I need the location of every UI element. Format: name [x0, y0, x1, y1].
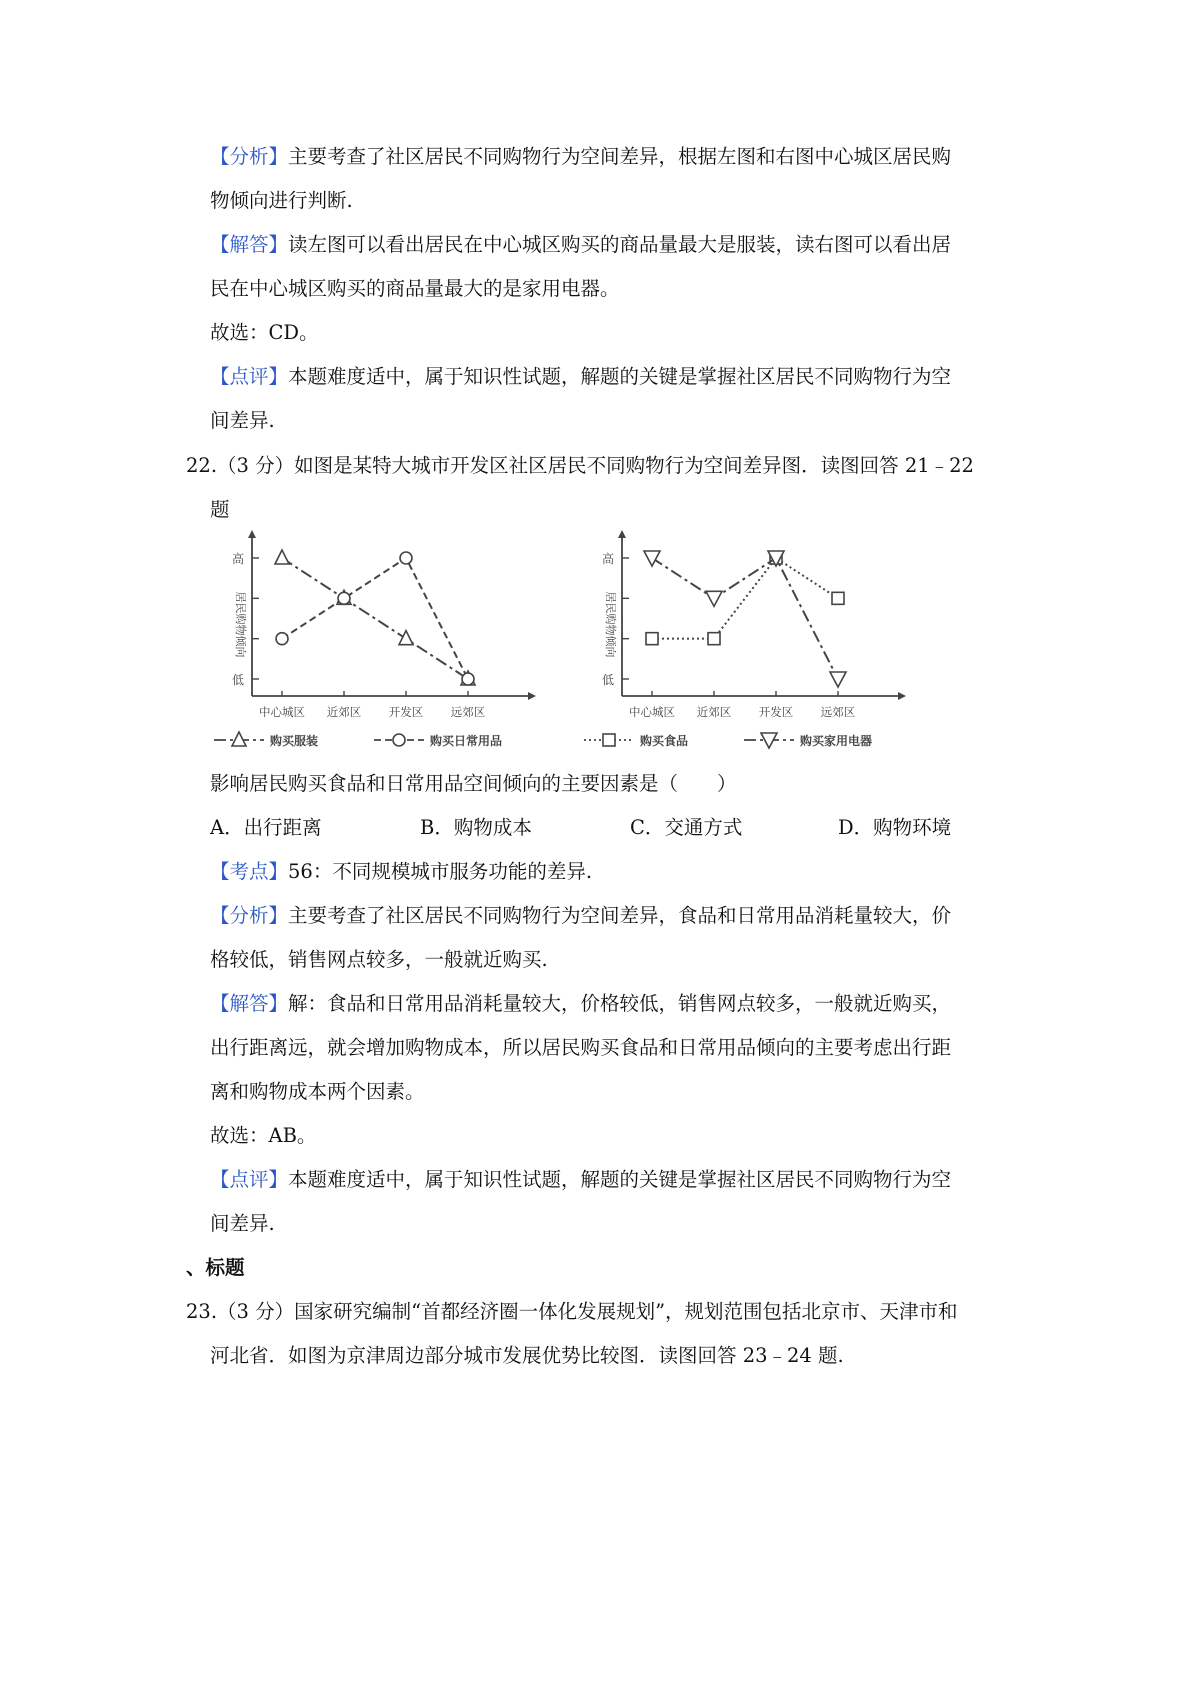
kaodian-tag: 【考点】	[210, 860, 289, 883]
q22-kaodian: 【考点】56：不同规模城市服务功能的差异.	[210, 860, 593, 883]
option-a: A．出行距离	[210, 816, 322, 839]
q21-analysis-line1: 【分析】主要考查了社区居民不同购物行为空间差异，根据左图和右图中心城区居民购	[210, 145, 952, 168]
q22-analysis-line1: 【分析】主要考查了社区居民不同购物行为空间差异，食品和日常用品消耗量较大，价	[210, 904, 952, 927]
option-c: C．交通方式	[630, 816, 743, 839]
q22-answer-line2: 出行距离远，就会增加购物成本，所以居民购买食品和日常用品倾向的主要考虑出行距	[210, 1036, 952, 1059]
q22-comment-line2: 间差异.	[210, 1212, 275, 1235]
left-series-1-line	[282, 558, 468, 679]
q22-stem-line2: 题	[210, 498, 230, 521]
left-series-2-point	[276, 633, 288, 645]
chart-left	[210, 526, 550, 760]
right-series-2-point	[644, 551, 660, 566]
q21-answer-line1: 【解答】读左图可以看出居民在中心城区购买的商品量最大是服装，读右图可以看出居	[210, 233, 952, 256]
q23-stem-line2: 河北省．如图为京津周边部分城市发展优势比较图．读图回答 23﹣24 题.	[210, 1344, 844, 1367]
q21-answer-line2: 民在中心城区购买的商品量最大的是家用电器。	[210, 277, 620, 300]
q22-stem-line1: 22.（3 分）如图是某特大城市开发区社区居民不同购物行为空间差异图．读图回答 21﹣22	[186, 454, 974, 477]
right-y-axis-label: 居民购物倾向	[604, 591, 617, 658]
left-legend-2-marker	[393, 734, 405, 746]
left-y-axis-label: 居民购物倾向	[234, 591, 247, 658]
q22-comment-line1: 【点评】本题难度适中，属于知识性试题，解题的关键是掌握社区居民不同购物行为空	[210, 1168, 952, 1191]
section-heading: 、标题	[186, 1256, 245, 1279]
left-x-tick-label: 开发区	[388, 705, 424, 719]
analysis-tag: 【分析】	[210, 145, 289, 168]
q22-analysis-line2: 格较低，销售网点较多，一般就近购买.	[210, 948, 548, 971]
q21-comment-line2: 间差异.	[210, 409, 275, 432]
right-x-tick-label: 远郊区	[820, 705, 856, 719]
q22-answer-line1: 【解答】解：食品和日常用品消耗量较大，价格较低，销售网点较多，一般就近购买，	[210, 992, 952, 1015]
q22-choice: 故选：AB。	[210, 1124, 317, 1147]
left-x-tick-label: 远郊区	[450, 705, 486, 719]
left-legend-1-marker	[232, 732, 246, 746]
right-legend-2-label: 购买家用电器	[800, 734, 873, 748]
right-x-tick-label: 开发区	[758, 705, 794, 719]
q21-comment-line1: 【点评】本题难度适中，属于知识性试题，解题的关键是掌握社区居民不同购物行为空	[210, 365, 952, 388]
right-series-1-point	[832, 592, 844, 604]
q21-choice: 故选：CD。	[210, 321, 319, 344]
right-x-tick-label: 近郊区	[696, 705, 732, 719]
left-y-axis-arrow	[248, 530, 256, 538]
option-d: D．购物环境	[838, 816, 952, 839]
q21-analysis-line2: 物倾向进行判断.	[210, 189, 353, 212]
right-legend-1-marker	[603, 734, 615, 746]
right-series-2-line	[652, 558, 838, 679]
right-series-1-point	[708, 633, 720, 645]
left-legend-2-label: 购买日常用品	[430, 734, 503, 748]
right-series-2-point	[706, 591, 722, 606]
left-legend-1-label: 购买服装	[270, 734, 319, 748]
left-series-1-point	[399, 631, 413, 645]
left-y-tick-label-high: 高	[231, 552, 245, 566]
q22-question: 影响居民购买食品和日常用品空间倾向的主要因素是（ ）	[210, 772, 737, 795]
right-y-tick-label-low: 低	[601, 673, 615, 687]
q22-answer-line3: 离和购物成本两个因素。	[210, 1080, 425, 1103]
left-x-tick-label: 近郊区	[326, 705, 362, 719]
left-chart-svg	[210, 526, 550, 756]
right-series-1-point	[646, 633, 658, 645]
right-x-axis-arrow	[898, 692, 906, 700]
left-x-axis-arrow	[528, 692, 536, 700]
right-chart-svg	[580, 526, 920, 756]
left-series-2-point	[400, 552, 412, 564]
q23-stem-line1: 23.（3 分）国家研究编制“首都经济圈一体化发展规划”，规划范围包括北京市、天津市和	[186, 1300, 958, 1323]
answer-tag: 【解答】	[210, 992, 289, 1015]
right-y-tick-label-high: 高	[601, 552, 615, 566]
left-series-2-point	[338, 592, 350, 604]
left-y-tick-label-low: 低	[231, 673, 245, 687]
right-x-tick-label: 中心城区	[629, 705, 675, 719]
comment-tag: 【点评】	[210, 1168, 289, 1191]
analysis-tag: 【分析】	[210, 904, 289, 927]
left-series-2-point	[462, 673, 474, 685]
right-legend-1-label: 购买食品	[640, 734, 689, 748]
chart-right	[580, 526, 920, 760]
right-series-2-point	[830, 672, 846, 687]
left-series-1-point	[275, 550, 289, 564]
right-y-axis-arrow	[618, 530, 626, 538]
option-b: B．购物成本	[420, 816, 532, 839]
answer-tag: 【解答】	[210, 233, 289, 256]
comment-tag: 【点评】	[210, 365, 289, 388]
left-x-tick-label: 中心城区	[259, 705, 305, 719]
q22-options	[210, 815, 952, 841]
